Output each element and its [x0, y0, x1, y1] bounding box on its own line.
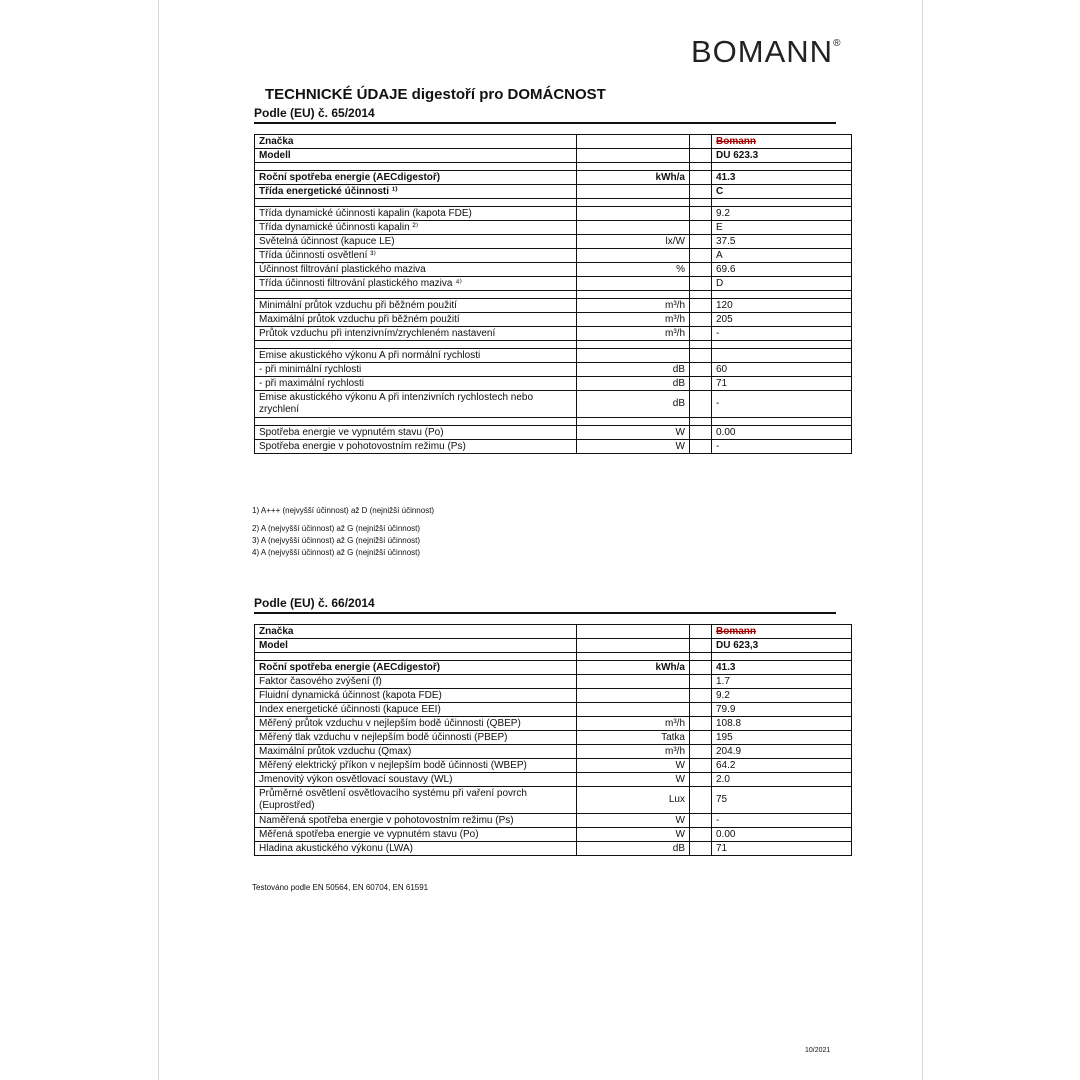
footnote: 2) A (nejvyšší účinnost) až G (nejnižší účinnost) [252, 524, 421, 533]
table-row [255, 171, 852, 185]
empty-cell [690, 391, 712, 418]
spacer-cell [577, 163, 690, 171]
document-date: 10/2021 [805, 1047, 831, 1054]
document-title: TECHNICKÉ ÚDAJE digestoří pro DOMÁCNOST [265, 86, 606, 103]
spacer-cell [690, 199, 712, 207]
table-row [255, 745, 852, 759]
unit-cell: kWh/a [577, 171, 690, 185]
table-row [255, 249, 852, 263]
table-row [255, 842, 852, 856]
unit-cell: W [577, 828, 690, 842]
parameter-label: Měřený tlak vzduchu v nejlepším bodě účinnosti (PBEP) [255, 731, 577, 745]
unit-cell [577, 625, 690, 639]
spacer-cell [712, 341, 852, 349]
spacer-cell [712, 653, 852, 661]
empty-cell [690, 440, 712, 454]
value-cell: - [712, 391, 852, 418]
value-cell: 0.00 [712, 426, 852, 440]
empty-cell [690, 828, 712, 842]
spacer-cell [255, 163, 577, 171]
value-cell: 9.2 [712, 207, 852, 221]
value-cell [712, 349, 852, 363]
unit-cell: Lux [577, 787, 690, 814]
empty-cell [690, 277, 712, 291]
empty-cell [690, 426, 712, 440]
value-cell: 9.2 [712, 689, 852, 703]
empty-cell [690, 773, 712, 787]
parameter-label: Třída energetické účinnosti ¹⁾ [255, 185, 577, 199]
empty-cell [690, 717, 712, 731]
spacer-cell [690, 418, 712, 426]
parameter-label: Naměřená spotřeba energie v pohotovostním režimu (Ps) [255, 814, 577, 828]
unit-cell [577, 349, 690, 363]
table-row [255, 828, 852, 842]
table-row [255, 277, 852, 291]
value-cell: D [712, 277, 852, 291]
parameter-label: - při maximální rychlosti [255, 377, 577, 391]
footnote: 1) A+++ (nejvyšší účinnost) až D (nejnižší účinnost) [252, 506, 435, 515]
table-row [255, 717, 852, 731]
parameter-label: Spotřeba energie v pohotovostním režimu (Ps) [255, 440, 577, 454]
value-cell: - [712, 327, 852, 341]
value-cell: 69.6 [712, 263, 852, 277]
spacer-cell [577, 341, 690, 349]
parameter-label: Světelná účinnost (kapuce LE) [255, 235, 577, 249]
unit-cell: dB [577, 363, 690, 377]
unit-cell: m³/h [577, 327, 690, 341]
spacer-row [255, 291, 852, 299]
empty-cell [690, 731, 712, 745]
brand-value [712, 625, 852, 639]
parameter-label: Minimální průtok vzduchu při běžném použití [255, 299, 577, 313]
spacer-cell [255, 199, 577, 207]
unit-cell [577, 703, 690, 717]
empty-cell [690, 149, 712, 163]
empty-cell [690, 299, 712, 313]
table-row [255, 391, 852, 418]
unit-cell: W [577, 440, 690, 454]
table-row [255, 135, 852, 149]
tested-note: Testováno podle EN 50564, EN 60704, EN 61591 [252, 883, 429, 892]
value-cell: 204.9 [712, 745, 852, 759]
table-row [255, 639, 852, 653]
unit-cell: m³/h [577, 299, 690, 313]
brand-value-text: Bomann [716, 625, 756, 637]
table-row [255, 675, 852, 689]
table-row [255, 327, 852, 341]
parameter-label: Modell [255, 149, 577, 163]
brand-logo: BOMANN® [691, 34, 842, 69]
parameter-label: Měřený průtok vzduchu v nejlepším bodě účinnosti (QBEP) [255, 717, 577, 731]
table-row [255, 207, 852, 221]
parameter-label: Třída dynamické účinnosti kapalin (kapota FDE) [255, 207, 577, 221]
value-cell: 71 [712, 377, 852, 391]
table-row [255, 363, 852, 377]
footnote: 3) A (nejvyšší účinnost) až G (nejnižší účinnost) [252, 536, 421, 545]
value-cell: 41.3 [712, 171, 852, 185]
parameter-label: Průtok vzduchu při intenzivním/zrychleném nastavení [255, 327, 577, 341]
empty-cell [690, 327, 712, 341]
spacer-cell [577, 418, 690, 426]
spacer-cell [577, 199, 690, 207]
value-cell: 1.7 [712, 675, 852, 689]
spacer-cell [690, 291, 712, 299]
value-cell: 64.2 [712, 759, 852, 773]
table-row [255, 185, 852, 199]
table-row [255, 235, 852, 249]
value-cell: DU 623.3 [712, 149, 852, 163]
section1-table [254, 134, 852, 454]
unit-cell [577, 639, 690, 653]
spacer-cell [690, 653, 712, 661]
empty-cell [690, 313, 712, 327]
table-row [255, 814, 852, 828]
unit-cell: dB [577, 842, 690, 856]
section1-rule [254, 122, 836, 124]
unit-cell [577, 689, 690, 703]
table-row [255, 661, 852, 675]
value-cell: 79.9 [712, 703, 852, 717]
unit-cell: dB [577, 377, 690, 391]
table-row [255, 625, 852, 639]
table-row [255, 377, 852, 391]
value-cell: 120 [712, 299, 852, 313]
unit-cell: % [577, 263, 690, 277]
value-cell: 37.5 [712, 235, 852, 249]
unit-cell: dB [577, 391, 690, 418]
spacer-cell [255, 653, 577, 661]
value-cell: 0.00 [712, 828, 852, 842]
table-row [255, 689, 852, 703]
spacer-row [255, 341, 852, 349]
spacer-cell [690, 341, 712, 349]
value-cell: 60 [712, 363, 852, 377]
unit-cell: m³/h [577, 745, 690, 759]
unit-cell [577, 249, 690, 263]
empty-cell [690, 349, 712, 363]
document-page [158, 0, 923, 1080]
parameter-label: Fluidní dynamická účinnost (kapota FDE) [255, 689, 577, 703]
parameter-label: Index energetické účinnosti (kapuce EEI) [255, 703, 577, 717]
unit-cell [577, 675, 690, 689]
table-row [255, 426, 852, 440]
brand-value-text: Bomann [716, 135, 756, 147]
spacer-cell [255, 418, 577, 426]
parameter-label: Měřená spotřeba energie ve vypnutém stavu (Po) [255, 828, 577, 842]
unit-cell [577, 221, 690, 235]
spacer-cell [577, 291, 690, 299]
table-row [255, 299, 852, 313]
empty-cell [690, 703, 712, 717]
value-cell: 108.8 [712, 717, 852, 731]
empty-cell [690, 221, 712, 235]
table-row [255, 731, 852, 745]
spacer-cell [712, 291, 852, 299]
parameter-label: Měřený elektrický příkon v nejlepším bodě účinnosti (WBEP) [255, 759, 577, 773]
unit-cell: m³/h [577, 313, 690, 327]
table-row [255, 221, 852, 235]
spacer-cell [712, 199, 852, 207]
parameter-label: Průměrné osvětlení osvětlovacího systému při vaření povrch (Euprostřed) [255, 787, 577, 814]
unit-cell: W [577, 426, 690, 440]
unit-cell: Tatka [577, 731, 690, 745]
empty-cell [690, 787, 712, 814]
empty-cell [690, 661, 712, 675]
unit-cell: W [577, 759, 690, 773]
spacer-cell [577, 653, 690, 661]
parameter-label: Maximální průtok vzduchu při běžném použití [255, 313, 577, 327]
value-cell: 41.3 [712, 661, 852, 675]
unit-cell [577, 207, 690, 221]
spacer-row [255, 653, 852, 661]
value-cell: E [712, 221, 852, 235]
unit-cell [577, 135, 690, 149]
unit-cell: W [577, 773, 690, 787]
value-cell: 2.0 [712, 773, 852, 787]
brand-value [712, 135, 852, 149]
empty-cell [690, 759, 712, 773]
parameter-label: Maximální průtok vzduchu (Qmax) [255, 745, 577, 759]
parameter-label: Značka [255, 625, 577, 639]
empty-cell [690, 171, 712, 185]
value-cell: 71 [712, 842, 852, 856]
empty-cell [690, 625, 712, 639]
parameter-label: Značka [255, 135, 577, 149]
parameter-label: - při minimální rychlosti [255, 363, 577, 377]
table-row [255, 349, 852, 363]
parameter-label: Roční spotřeba energie (AECdigestoř) [255, 661, 577, 675]
spacer-cell [255, 341, 577, 349]
parameter-label: Jmenovitý výkon osvětlovací soustavy (WL) [255, 773, 577, 787]
parameter-label: Roční spotřeba energie (AECdigestoř) [255, 171, 577, 185]
value-cell: - [712, 814, 852, 828]
spacer-cell [690, 163, 712, 171]
value-cell: C [712, 185, 852, 199]
section1-heading: Podle (EU) č. 65/2014 [254, 106, 375, 120]
unit-cell: m³/h [577, 717, 690, 731]
parameter-label: Faktor časového zvýšení (f) [255, 675, 577, 689]
empty-cell [690, 689, 712, 703]
empty-cell [690, 207, 712, 221]
table-row [255, 440, 852, 454]
value-cell: DU 623,3 [712, 639, 852, 653]
table-row [255, 773, 852, 787]
empty-cell [690, 745, 712, 759]
unit-cell [577, 149, 690, 163]
parameter-label: Model [255, 639, 577, 653]
parameter-label: Emise akustického výkonu A při intenzivních rychlostech nebo zrychlení [255, 391, 577, 418]
empty-cell [690, 185, 712, 199]
empty-cell [690, 639, 712, 653]
table-row [255, 759, 852, 773]
table-row [255, 263, 852, 277]
spacer-cell [712, 163, 852, 171]
empty-cell [690, 235, 712, 249]
parameter-label: Třída dynamické účinnosti kapalin ²⁾ [255, 221, 577, 235]
value-cell: 205 [712, 313, 852, 327]
parameter-label: Emise akustického výkonu A při normální rychlosti [255, 349, 577, 363]
parameter-label: Účinnost filtrování plastického maziva [255, 263, 577, 277]
spacer-row [255, 163, 852, 171]
parameter-label: Třída účinnosti osvětlení ³⁾ [255, 249, 577, 263]
unit-cell: lx/W [577, 235, 690, 249]
value-cell: 75 [712, 787, 852, 814]
section2-table [254, 624, 852, 856]
empty-cell [690, 263, 712, 277]
section2-rule [254, 612, 836, 614]
table-row [255, 703, 852, 717]
footnotes [252, 505, 434, 559]
table-row [255, 149, 852, 163]
section2-heading: Podle (EU) č. 66/2014 [254, 596, 375, 610]
empty-cell [690, 377, 712, 391]
empty-cell [690, 842, 712, 856]
spacer-row [255, 418, 852, 426]
empty-cell [690, 675, 712, 689]
unit-cell: kWh/a [577, 661, 690, 675]
value-cell: - [712, 440, 852, 454]
footnote: 4) A (nejvyšší účinnost) až G (nejnižší účinnost) [252, 548, 421, 557]
unit-cell [577, 185, 690, 199]
empty-cell [690, 249, 712, 263]
empty-cell [690, 814, 712, 828]
value-cell: 195 [712, 731, 852, 745]
parameter-label: Hladina akustického výkonu (LWA) [255, 842, 577, 856]
parameter-label: Spotřeba energie ve vypnutém stavu (Po) [255, 426, 577, 440]
empty-cell [690, 135, 712, 149]
table-row [255, 787, 852, 814]
unit-cell: W [577, 814, 690, 828]
unit-cell [577, 277, 690, 291]
value-cell: A [712, 249, 852, 263]
spacer-row [255, 199, 852, 207]
table-row [255, 313, 852, 327]
spacer-cell [712, 418, 852, 426]
empty-cell [690, 363, 712, 377]
parameter-label: Třída účinnosti filtrování plastického maziva ⁴⁾ [255, 277, 577, 291]
spacer-cell [255, 291, 577, 299]
